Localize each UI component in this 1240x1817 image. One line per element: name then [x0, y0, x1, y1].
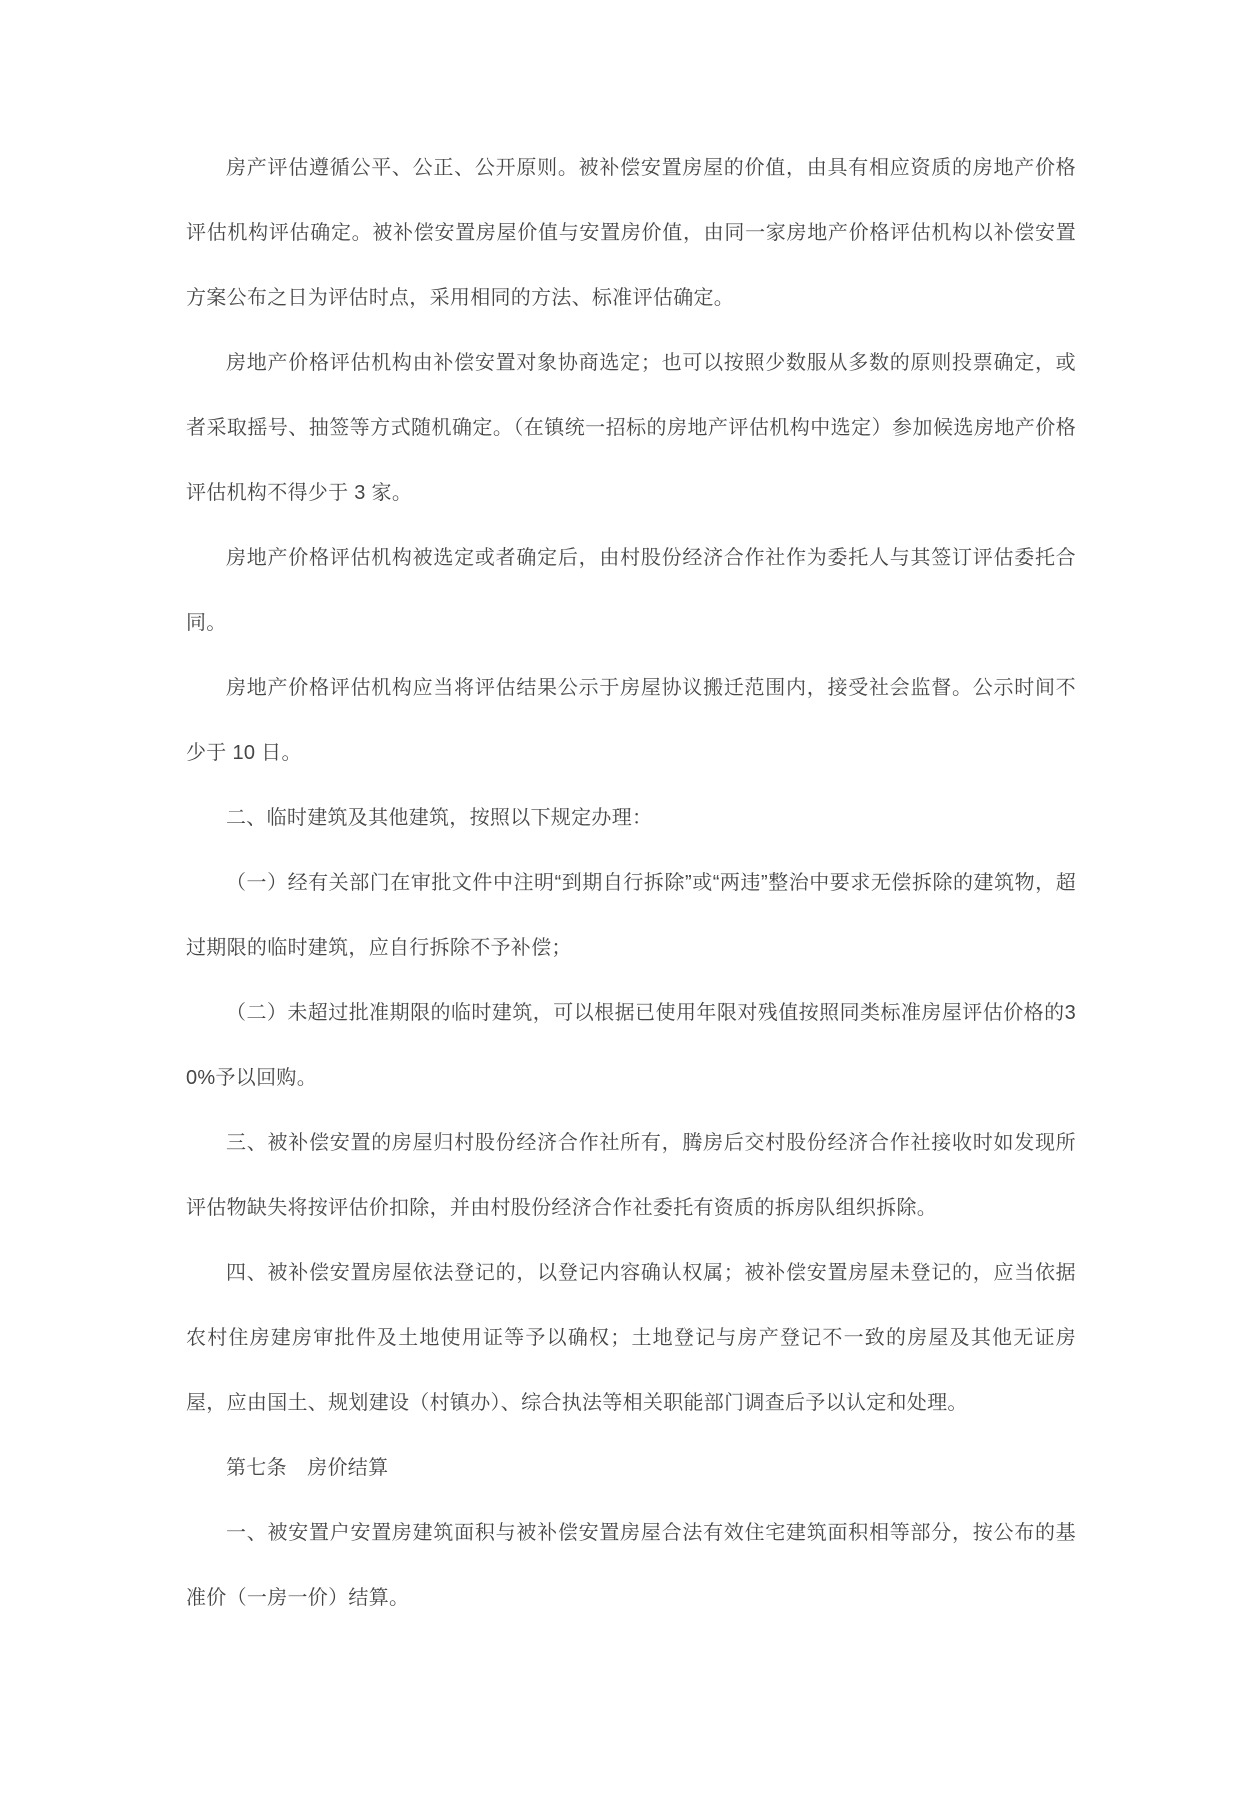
- paragraph-appraisal-principles: 房产评估遵循公平、公正、公开原则。被补偿安置房屋的价值，由具有相应资质的房地产价格评估机构评估确定。被补偿安置房屋价值与安置房价值，由同一家房地产价格评估机构以补偿安置方案公布之日为评估时点，采用相同的方法、标准评估确定。: [186, 157, 1076, 309]
- paragraph-entrust-contract: 房地产价格评估机构被选定或者确定后，由村股份经济合作社作为委托人与其签订评估委托合同。: [186, 547, 1076, 634]
- paragraph-result-publicity: 房地产价格评估机构应当将评估结果公示于房屋协议搬迁范围内，接受社会监督。公示时间不少于 10 日。: [186, 677, 1076, 764]
- paragraph-item-2-1-no-compensation: （一）经有关部门在审批文件中注明“到期自行拆除”或“两违”整治中要求无偿拆除的建筑物，超过期限的临时建筑，应自行拆除不予补偿；: [186, 872, 1076, 959]
- paragraph-item-2-temporary-buildings: 二、临时建筑及其他建筑，按照以下规定办理：: [226, 807, 653, 829]
- paragraph-item-1-base-price-settlement: 一、被安置户安置房建筑面积与被补偿安置房屋合法有效住宅建筑面积相等部分，按公布的基准价（一房一价）结算。: [186, 1522, 1076, 1609]
- paragraph-item-2-2-buyback: （二）未超过批准期限的临时建筑，可以根据已使用年限对残值按照同类标准房屋评估价格的30%予以回购。: [186, 1002, 1076, 1089]
- paragraph-article-7-heading: 第七条 房价结算: [226, 1457, 389, 1479]
- paragraph-item-3-ownership-handover: 三、被补偿安置的房屋归村股份经济合作社所有，腾房后交村股份经济合作社接收时如发现所评估物缺失将按评估价扣除，并由村股份经济合作社委托有资质的拆房队组织拆除。: [186, 1132, 1076, 1219]
- paragraph-agency-selection: 房地产价格评估机构由补偿安置对象协商选定；也可以按照少数服从多数的原则投票确定，或者采取摇号、抽签等方式随机确定。（在镇统一招标的房地产评估机构中选定）参加候选房地产价格评估机构不得少于 3 家。: [186, 352, 1076, 504]
- paragraph-item-4-registration: 四、被补偿安置房屋依法登记的，以登记内容确认权属；被补偿安置房屋未登记的，应当依据农村住房建房审批件及土地使用证等予以确权；土地登记与房产登记不一致的房屋及其他无证房屋，应由国土、规划建设（村镇办）、综合执法等相关职能部门调查后予以认定和处理。: [186, 1262, 1076, 1414]
